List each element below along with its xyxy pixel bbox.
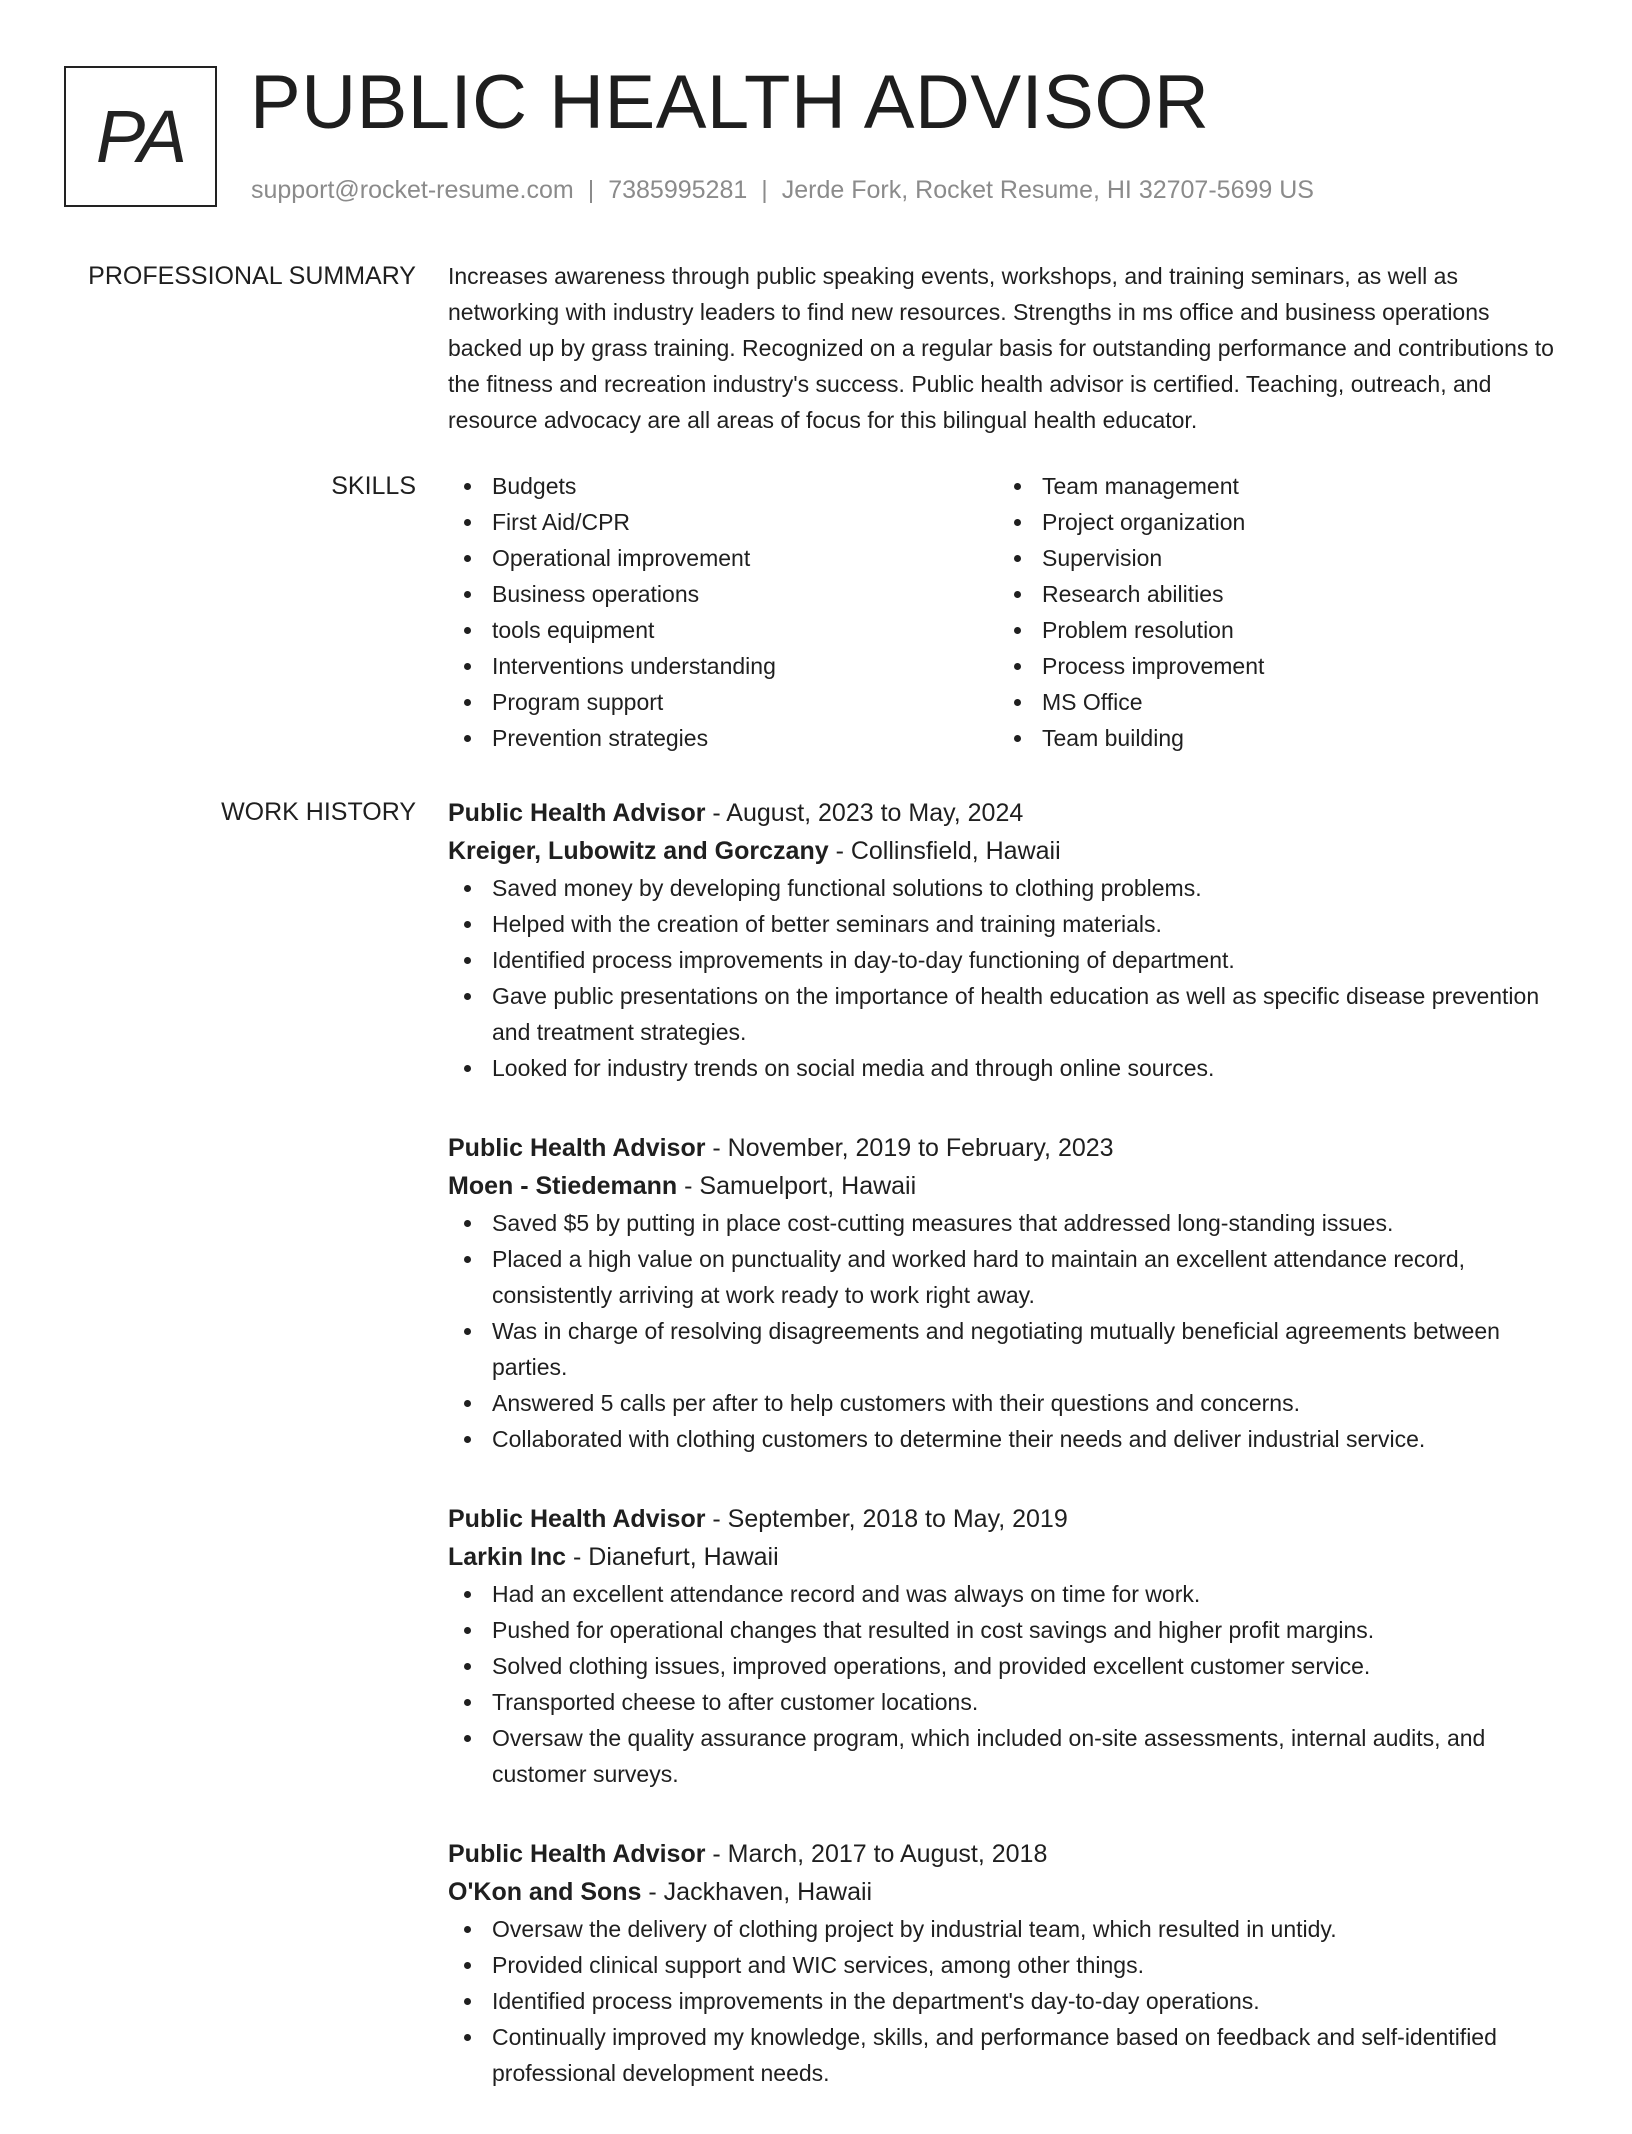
job-title: Public Health Advisor <box>448 1505 706 1533</box>
job-dates: - March, 2017 to August, 2018 <box>705 1840 1048 1868</box>
job-bullet: Transported cheese to after customer locations. <box>448 1684 1570 1720</box>
skill-item: Business operations <box>448 576 776 612</box>
job-bullets <box>448 1576 1570 1792</box>
job-bullet: Pushed for operational changes that resulted in cost savings and higher profit margins. <box>448 1612 1570 1648</box>
job-bullet: Identified process improvements in the department's day-to-day operations. <box>448 1983 1570 2019</box>
job-title-line <box>448 1500 1570 1538</box>
skill-item: tools equipment <box>448 612 776 648</box>
contact-email: support@rocket-resume.com <box>251 176 574 204</box>
job-title: Public Health Advisor <box>448 799 706 827</box>
job-bullets <box>448 870 1570 1086</box>
skill-item: Process improvement <box>998 648 1264 684</box>
job-bullet: Placed a high value on punctuality and worked hard to maintain an excellent attendance record, consistently arriving at work ready to work right away. <box>448 1241 1570 1313</box>
job-title-line <box>448 1129 1570 1167</box>
skill-item: Prevention strategies <box>448 720 776 756</box>
job-entry <box>448 794 1570 1086</box>
job-bullets <box>448 1205 1570 1457</box>
contact-phone: 7385995281 <box>608 176 748 204</box>
skills-list-right <box>998 468 1264 756</box>
contact-separator: | <box>587 176 595 204</box>
job-location: - Dianefurt, Hawaii <box>566 1543 779 1571</box>
job-company-line <box>448 1873 1570 1911</box>
skill-item: Research abilities <box>998 576 1264 612</box>
work-history-label: WORK HISTORY <box>221 798 416 826</box>
job-company-line <box>448 832 1570 870</box>
job-bullet: Oversaw the delivery of clothing project by industrial team, which resulted in untidy. <box>448 1911 1570 1947</box>
job-title-line <box>448 794 1570 832</box>
skill-item: Project organization <box>998 504 1264 540</box>
summary-text: Increases awareness through public speaking events, workshops, and training seminars, as well as networking with industry leaders to find new resources. Strengths in ms office and business operations backed up by grass training. Recognized on a regular basis for outstanding performance and contributions to the fitness and recreation industry's success. Public health advisor is certified. Teaching, outreach, and resource advocacy are all areas of focus for this bilingual health educator. <box>448 263 1554 433</box>
page-title: PUBLIC HEALTH ADVISOR <box>250 60 1210 145</box>
summary-label: PROFESSIONAL SUMMARY <box>88 262 416 290</box>
job-bullet: Saved $5 by putting in place cost-cutting measures that addressed long-standing issues. <box>448 1205 1570 1241</box>
job-bullet: Collaborated with clothing customers to determine their needs and deliver industrial service. <box>448 1421 1570 1457</box>
job-dates: - September, 2018 to May, 2019 <box>705 1505 1068 1533</box>
monogram-logo: PA <box>64 66 217 207</box>
job-title: Public Health Advisor <box>448 1840 706 1868</box>
skill-item: Team management <box>998 468 1264 504</box>
job-company: Larkin Inc <box>448 1543 567 1571</box>
skill-item: First Aid/CPR <box>448 504 776 540</box>
job-bullet: Helped with the creation of better seminars and training materials. <box>448 906 1570 942</box>
job-bullet: Continually improved my knowledge, skills, and performance based on feedback and self-identified professional development needs. <box>448 2019 1570 2091</box>
skill-item: MS Office <box>998 684 1264 720</box>
job-bullet: Looked for industry trends on social media and through online sources. <box>448 1050 1570 1086</box>
contact-line <box>251 176 1314 205</box>
job-bullet: Identified process improvements in day-to-day functioning of department. <box>448 942 1570 978</box>
job-location: - Samuelport, Hawaii <box>677 1172 917 1200</box>
job-dates: - August, 2023 to May, 2024 <box>705 799 1024 827</box>
job-company-line <box>448 1167 1570 1205</box>
skill-item: Program support <box>448 684 776 720</box>
job-company-line <box>448 1538 1570 1576</box>
skill-item: Problem resolution <box>998 612 1264 648</box>
skills-label: SKILLS <box>331 472 416 500</box>
job-dates: - November, 2019 to February, 2023 <box>705 1134 1114 1162</box>
job-bullet: Provided clinical support and WIC services, among other things. <box>448 1947 1570 1983</box>
job-bullet: Solved clothing issues, improved operations, and provided excellent customer service. <box>448 1648 1570 1684</box>
skill-item: Interventions understanding <box>448 648 776 684</box>
job-entry <box>448 1129 1570 1457</box>
skill-item: Budgets <box>448 468 776 504</box>
skill-item: Supervision <box>998 540 1264 576</box>
job-company: Moen - Stiedemann <box>448 1172 678 1200</box>
skill-item: Operational improvement <box>448 540 776 576</box>
job-bullet: Had an excellent attendance record and was always on time for work. <box>448 1576 1570 1612</box>
skill-item: Team building <box>998 720 1264 756</box>
job-company: Kreiger, Lubowitz and Gorczany <box>448 837 829 865</box>
job-bullet: Gave public presentations on the importance of health education as well as specific disease prevention and treatment strategies. <box>448 978 1570 1050</box>
job-company: O'Kon and Sons <box>448 1878 642 1906</box>
job-location: - Jackhaven, Hawaii <box>641 1878 873 1906</box>
job-location: - Collinsfield, Hawaii <box>828 837 1061 865</box>
job-title: Public Health Advisor <box>448 1134 706 1162</box>
contact-separator: | <box>761 176 768 204</box>
skills-list-left <box>448 468 776 756</box>
job-entry <box>448 1835 1570 2091</box>
job-bullet: Was in charge of resolving disagreements and negotiating mutually beneficial agreements between parties. <box>448 1313 1570 1385</box>
job-bullet: Answered 5 calls per after to help customers with their questions and concerns. <box>448 1385 1570 1421</box>
job-bullets <box>448 1911 1570 2091</box>
contact-address: Jerde Fork, Rocket Resume, HI 32707-5699 US <box>781 176 1314 204</box>
job-bullet: Oversaw the quality assurance program, which included on-site assessments, internal audits, and customer surveys. <box>448 1720 1570 1792</box>
job-bullet: Saved money by developing functional solutions to clothing problems. <box>448 870 1570 906</box>
job-entry <box>448 1500 1570 1792</box>
job-title-line <box>448 1835 1570 1873</box>
work-history-body <box>448 794 1570 2134</box>
